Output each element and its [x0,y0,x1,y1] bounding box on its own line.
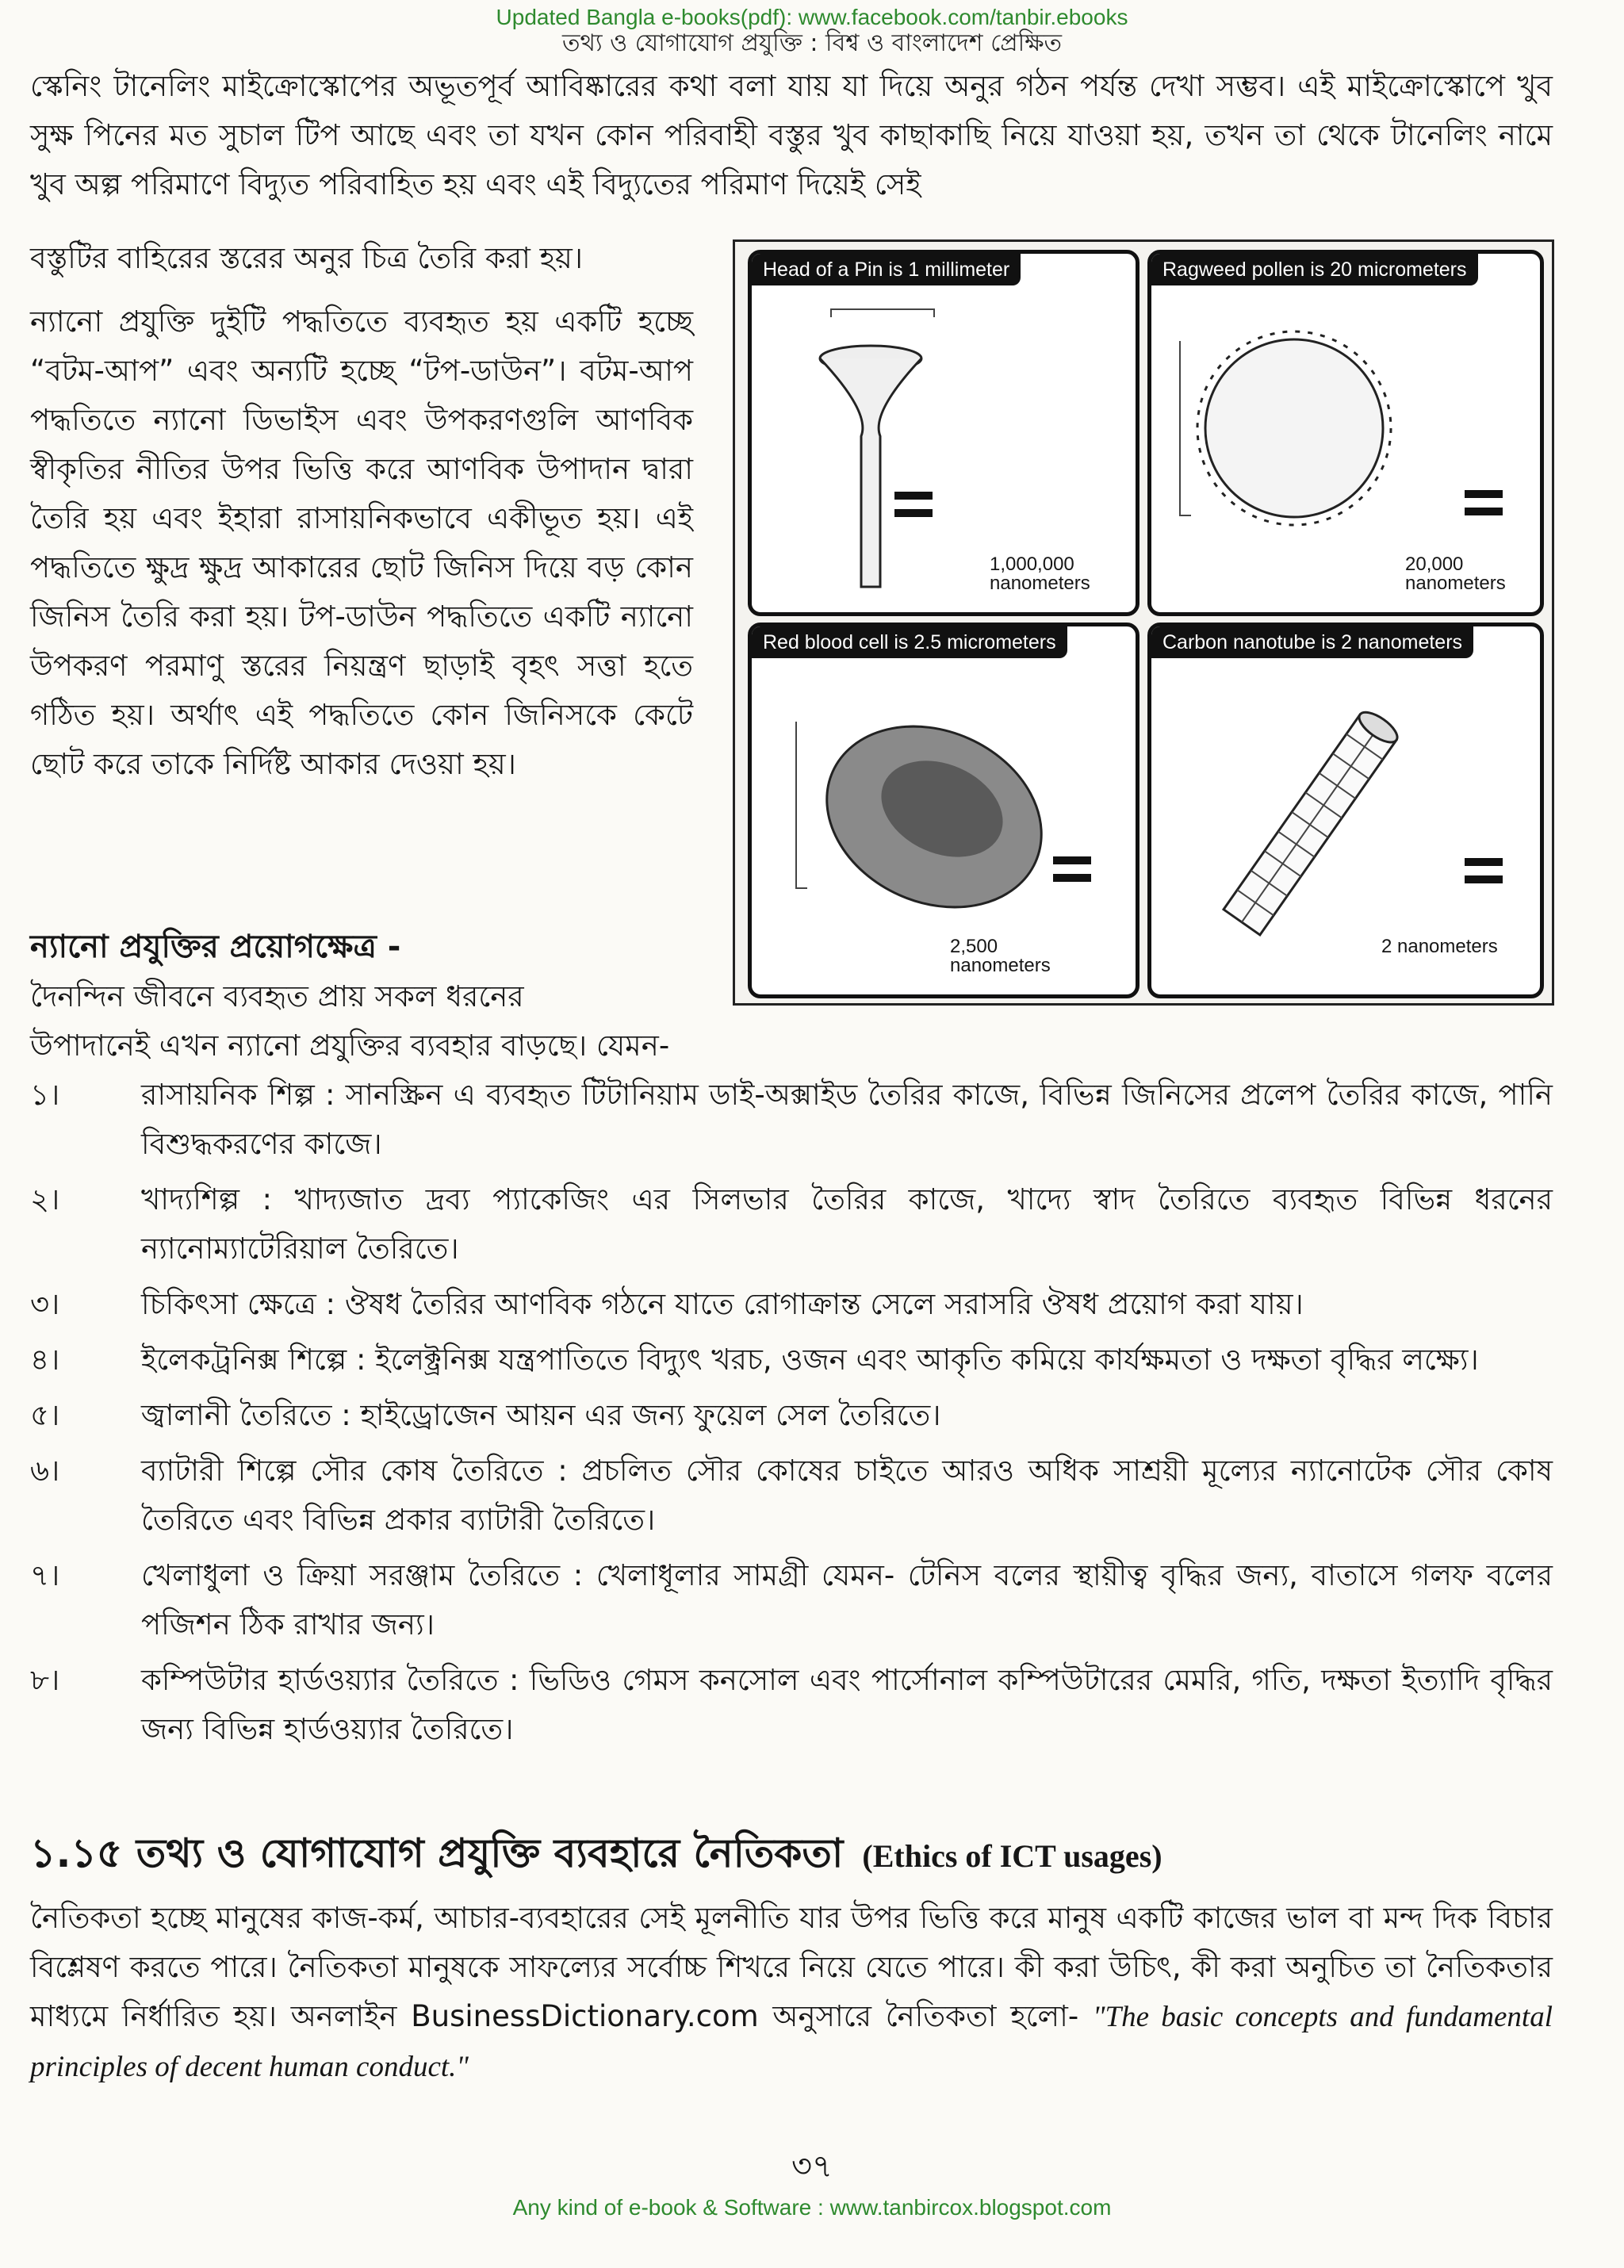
list-item-number: ৬। [30,1454,60,1488]
left-column [30,234,693,803]
list-item-text: ব্যাটারী শিল্পে সৌর কোষ তৈরিতে : প্রচলিত সৌর কোষের চাইতে আরও অধিক সাশ্রয়ী মূল্যের ন্যানোটেক সৌর কোষ তৈরিতে এবং বিভিন্ন প্রকার ব্যাটারী তৈরিতে। [141,1454,1553,1537]
panel-value [1381,937,1498,956]
list-item-text: কম্পিউটার হার্ডওয়্যার তৈরিতে : ভিডিও গেমস কনসোল এবং পার্সোনাল কম্পিউটারের মেমরি, গতি, দক্ষতা ইত্যাদি বৃদ্ধির জন্য বিভিন্ন হার্ডওয়্যার তৈরিতে। [141,1663,1553,1746]
section-heading-bn: ১.১৫ তথ্য ও যোগাযোগ প্রযুক্তি ব্যবহারে নৈতিকতা [30,1830,844,1876]
list-item-number: ৪। [30,1343,60,1377]
list-item [30,1280,1553,1329]
list-item-number: ৩। [30,1287,60,1321]
applications-intro-line-1: দৈনন্দিন জীবনে ব্যবহৃত প্রায় সকল ধরনের [30,979,524,1013]
list-item-text: ইলেকট্রনিক্স শিল্পে : ইলেক্ট্রনিক্স যন্ত্রপাতিতে বিদ্যুৎ খরচ, ওজন এবং আকৃতি কমিয়ে কার্যক্ষমতা ও দক্ষতা বৃদ্ধির লক্ষ্যে। [141,1343,1479,1377]
value-number: 2,500 [950,936,998,957]
panel-pin-head [748,250,1139,616]
list-item [30,1446,1553,1545]
panel-ragweed-pollen [1147,250,1544,616]
list-item-number: ১। [30,1078,60,1112]
list-item-text: খাদ্যশিল্প : খাদ্যজাত দ্রব্য প্যাকেজিং এর সিলভার তৈরির কাজে, খাদ্যে স্বাদ তৈরিতে ব্যবহৃত বিভিন্ন ধরনের ন্যানোম্যাটেরিয়াল তৈরিতে। [141,1182,1553,1266]
intro-continuation: বস্তুটির বাহিরের স্তরের অনুর চিত্র তৈরি করা হয়। [30,241,584,275]
blood-cell-illustration [752,626,1136,994]
page-number: ৩৭ [791,2148,833,2185]
panel-title: Ragweed pollen is 20 micrometers [1151,254,1478,285]
running-head: তথ্য ও যোগাযোগ প্রযুক্তি : বিশ্ব ও বাংলাদেশ প্রেক্ষিত [561,29,1063,57]
list-item-text: জ্বালানী তৈরিতে : হাইড্রোজেন আয়ন এর জন্য ফুয়েল সেল তৈরিতে। [141,1398,941,1432]
list-item [30,1175,1553,1274]
applications-subheading: ন্যানো প্রযুক্তির প্রয়োগক্ষেত্র - [30,929,401,965]
panel-value [1405,555,1506,593]
list-item-number: ৮। [30,1663,60,1697]
watermark-top: Updated Bangla e-books(pdf): www.facebook.com/tanbir.ebooks [496,5,1128,29]
panel-value [950,937,1051,975]
list-item [30,1335,1553,1385]
list-item-number: ৫। [30,1398,60,1432]
list-item [30,1071,1553,1169]
nano-methods-paragraph: ন্যানো প্রযুক্তি দুইটি পদ্ধতিতে ব্যবহৃত হয় একটি হচ্ছে “বটম-আপ” এবং অন্যটি হচ্ছে “টপ-ডাউন”। বটম-আপ পদ্ধতিতে ন্যানো ডিভাইস এবং উপকরণগুলি আণবিক স্বীকৃতির নীতির উপর ভিত্তি করে আণবিক উপাদান দ্বারা তৈরি হয় এবং ইহারা রাসায়নিকভাবে একীভূত হয়। এই পদ্ধতিতে ক্ষুদ্র ক্ষুদ্র আকারের ছোট জিনিস দিয়ে বড় কোন জিনিস তৈরি করা হয়। টপ-ডাউন পদ্ধতিতে একটি ন্যানো উপকরণ পরমাণু স্তরের নিয়ন্ত্রণ ছাড়াই বৃহৎ সত্তা হতে গঠিত হয়। অর্থাৎ এই পদ্ধতিতে কোন জিনিসকে কেটে ছোট করে তাকে নির্দিষ্ট আকার দেওয়া হয়। [30,305,693,781]
value-number: 1,000,000 [990,554,1074,575]
panel-red-blood-cell [748,623,1139,998]
panel-title: Head of a Pin is 1 millimeter [752,254,1021,285]
intro-paragraph: স্কেনিং টানেলিং মাইক্রোস্কোপের অভূতপূর্ব আবিষ্কারের কথা বলা যায় যা দিয়ে অনুর গঠন পর্যন্ত দেখা সম্ভব। এই মাইক্রোস্কোপে খুব সুক্ষ পিনের মত সুচাল টিপ আছে এবং তা যখন কোন পরিবাহী বস্তুর খুব কাছাকাছি নিয়ে যাওয়া হয়, তখন তা থেকে টানেলিং নামে খুব অল্প পরিমাণে বিদ্যুত পরিবাহিত হয় এবং এই বিদ্যুতের পরিমাণ দিয়েই সেই [30,69,1553,201]
value-unit: nanometers [1405,573,1506,594]
panel-carbon-nanotube [1147,623,1544,998]
ethics-body: নৈতিকতা হচ্ছে মানুষের কাজ-কর্ম, আচার-ব্যবহারের সেই মূলনীতি যার উপর ভিত্তি করে মানুষ একটি কাজের ভাল বা মন্দ দিক বিচার বিশ্লেষণ করতে পারে। নৈতিকতা মানুষকে সাফল্যের সর্বোচ্চ শিখরে নিয়ে যেতে পারে। কী করা উচিৎ, কী করা অনুচিত তা নৈতিকতার মাধ্যমে নির্ধারিত হয়। অনলাইন BusinessDictionary.com অনুসারে নৈতিকতা হলো- [30,1901,1553,2033]
applications-intro-line-2: উপাদানেই এখন ন্যানো প্রযুক্তির ব্যবহার বাড়ছে। যেমন- [30,1029,670,1063]
list-item-text: খেলাধুলা ও ক্রিয়া সরঞ্জাম তৈরিতে : খেলাধূলার সামগ্রী যেমন- টেনিস বলের স্থায়ীত্ব বৃদ্ধির জন্য, বাতাসে গলফ বলের পজিশন ঠিক রাখার জন্য। [141,1558,1553,1642]
value-unit: nanometers [990,573,1090,594]
section-heading [30,1824,1584,1890]
watermark-bottom: Any kind of e-book & Software : www.tanbircox.blogspot.com [512,2195,1112,2220]
panel-title: Carbon nanotube is 2 nanometers [1151,626,1473,658]
applications-list [30,1071,1553,1760]
list-item-number: ২। [30,1182,60,1216]
list-item-number: ৭। [30,1558,60,1592]
panel-value [990,555,1090,593]
ethics-paragraph [30,1894,1553,2092]
value-number: 20,000 [1405,554,1464,575]
list-item [30,1391,1553,1440]
nanoscale-comparison-figure [733,239,1554,1006]
list-item [30,1656,1553,1754]
list-item-text: রাসায়নিক শিল্প : সানস্ক্রিন এ ব্যবহৃত টিটানিয়াম ডাই-অক্সাইড তৈরির কাজে, বিভিন্ন জিনিসের প্রলেপ তৈরির কাজে, পানি বিশুদ্ধকরণের কাজে। [141,1078,1553,1161]
ethics-quote: "The basic concepts and fundamental principles of decent human conduct." [30,2001,1553,2083]
list-item [30,1551,1553,1649]
list-item-text: চিকিৎসা ক্ষেত্রে : ঔষধ তৈরির আণবিক গঠনে যাতে রোগাক্রান্ত সেলে সরাসরি ঔষধ প্রয়োগ করা যায়। [141,1287,1304,1321]
section-heading-en: (Ethics of ICT usages) [862,1838,1162,1874]
value-unit: nanometers [950,955,1051,976]
value-number: 2 nanometers [1381,936,1498,957]
panel-title: Red blood cell is 2.5 micrometers [752,626,1067,658]
